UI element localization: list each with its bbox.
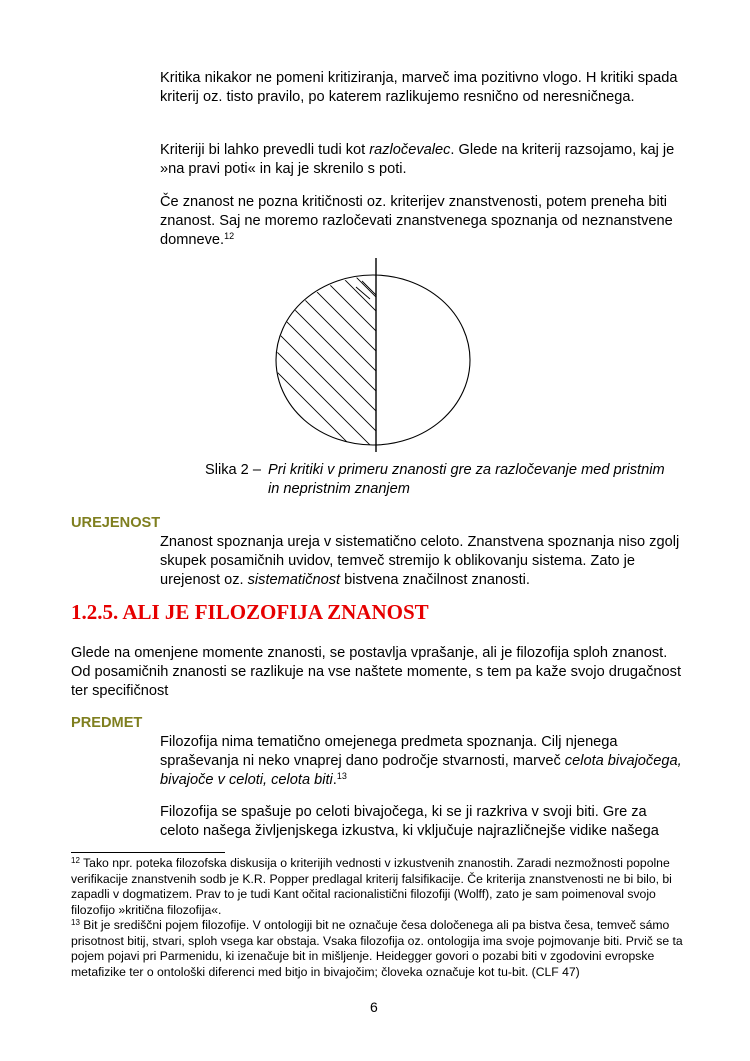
text-run: Če znanost ne pozna kritičnosti oz. kriterijev znanstvenosti, potem preneha biti znanost. Saj ne moremo razločevati znanstvenega spoznanja od neznanstvene domneve.	[160, 194, 673, 248]
hatch-pattern	[270, 275, 380, 455]
paragraph-predmet-2: Filozofija se spašuje po celoti bivajočega, ki se ji razkriva v svoji biti. Gre za celoto našega življenjskega izkustva, ki vključuje najrazličnejše vidike našega	[160, 804, 659, 839]
paragraph-kritika: Kritika nikakor ne pomeni kritiziranja, marveč ima pozitivno vlogo. H kritiki spada kriterij oz. tisto pravilo, po katerem razlikujemo resnično od neresničnega.	[160, 70, 678, 105]
figure-caption-line2: in nepristnim znanjem	[268, 481, 410, 497]
page-number: 6	[370, 999, 378, 1015]
footnote-number: 13	[71, 918, 80, 927]
italic-term: celota bivajočega, bivajoče v celoti, celota biti	[160, 753, 682, 788]
text-run: Filozofija nima tematično omejenega predmeta spoznanja. Cilj njenega spraševanja ni neko vnaprej dano področje stvarnosti, marveč	[160, 734, 618, 769]
text-run: .	[332, 772, 337, 788]
figure-caption-line1: Pri kritiki v primeru znanosti gre za razločevanje med pristnim	[268, 462, 665, 478]
section-heading: 1.2.5. ALI JE FILOZOFIJA ZNANOST	[71, 600, 429, 624]
paragraph-predmet-1	[160, 733, 685, 790]
footnote-12	[71, 856, 691, 918]
paragraph-znanost-kriticnost	[160, 193, 685, 250]
text-run: Kriteriji bi lahko prevedli tudi kot	[160, 142, 370, 158]
figure-caption-prefix: Slika 2 –	[205, 462, 261, 478]
section-label-predmet: PREDMET	[71, 715, 143, 731]
text-run: . Glede na kriterij razsojamo, kaj je »na pravi poti« in kaj je skrenilo s poti.	[160, 142, 675, 177]
text-run: Znanost spoznanja ureja v sistematično celoto. Znanstvena spoznanja niso zgolj skupek posamičnih uvidov, temveč stremijo k oblikovanju sistema. Zato je urejenost oz.	[160, 534, 680, 588]
figure-divided-ellipse	[270, 255, 480, 455]
footnote-13	[71, 918, 691, 980]
text-run: bistvena značilnost znanosti.	[340, 572, 530, 588]
italic-term: razločevalec	[369, 142, 451, 158]
footnote-text: Tako npr. poteka filozofska diskusija o kriterijih vednosti v izkustvenih znanostih. Zaradi nezmožnosti popolne verifikacije znanstvenih sodb je K.R. Popper predlagal kriterij falsifikacije. Če kriterija znanstvenosti ne bi bilo, bi zapadli v dogmatizem. Prav to je tudi Kant očital racionalistični filozofiji (Wolff), zato je sam poimenoval svojo filozofijo »kritična filozofija«.	[71, 856, 672, 917]
footnote-text: Bit je središčni pojem filozofije. V ontologiji bit ne označuje česa določenega ali pa bistva česa, temveč sámo prisotnost bitij, stvari, sploh vsega kar obstaja. Vsaka filozofija oz. ontologija ima svoje pojmovanje biti. Prvič se ta pojem pojavi pri Parmenidu, ki izenačuje bit in mišljenje. Heidegger govori o pozabi biti v zgodovini evropske metafizike ter o ontološki diferenci med bitjo in bivajočim; človeka označuje kot tu-bit. (CLF 47)	[71, 918, 683, 979]
footnote-ref-12[interactable]: 12	[224, 231, 235, 241]
footnote-number: 12	[71, 856, 80, 865]
paragraph-urejenost	[160, 533, 685, 590]
footnote-separator	[71, 852, 225, 853]
section-label-urejenost: UREJENOST	[71, 515, 161, 531]
paragraph-kriteriji	[160, 141, 685, 179]
italic-term: sistematičnost	[247, 572, 341, 588]
paragraph-section-intro: Glede na omenjene momente znanosti, se postavlja vprašanje, ali je filozofija sploh znanost. Od posamičnih znanosti se razlikuje na vse naštete momente, s tem pa kaže svojo drugačnost ter specifičnost	[71, 645, 682, 699]
footnote-ref-13[interactable]: 13	[336, 771, 347, 781]
